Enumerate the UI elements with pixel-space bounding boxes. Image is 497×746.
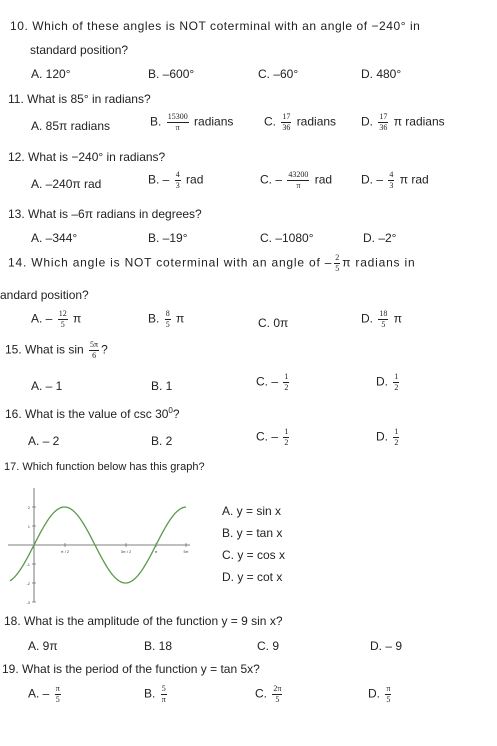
fraction — [272, 684, 282, 705]
fraction — [281, 112, 291, 133]
option-a: A. 120° — [31, 67, 71, 81]
option-a: A. – 1 — [31, 379, 63, 393]
fraction — [165, 309, 171, 330]
option-a: A. 9π — [28, 639, 58, 653]
option-d: D. y = cot x — [222, 570, 283, 584]
option-b: B. 1 — [151, 379, 173, 393]
function-graph — [4, 486, 194, 604]
fraction — [55, 684, 61, 705]
option-d — [361, 170, 429, 191]
option-a — [28, 684, 63, 705]
fraction-numerator: 1 — [284, 372, 289, 381]
option-b — [150, 112, 233, 133]
option-c: C. 0π — [258, 316, 289, 330]
option-c-label: C. — [264, 114, 276, 129]
question-mark: ? — [172, 407, 180, 421]
option-c — [256, 427, 291, 448]
fraction — [385, 684, 391, 705]
graph-axes — [8, 488, 190, 602]
option-c — [255, 684, 284, 705]
question-11-stem: 11. What is 85° in radians? — [8, 92, 151, 106]
question-14-stem-tail: π radians in — [342, 255, 416, 270]
fraction-denominator: 5 — [381, 320, 386, 329]
question-10-stem-line1: 10. Which of these angles is NOT coterminal with an angle of −240° in — [10, 19, 421, 33]
fraction-denominator: 36 — [282, 123, 291, 132]
fraction — [89, 340, 99, 361]
fraction-denominator: 2 — [284, 438, 289, 447]
option-d — [376, 372, 401, 393]
y-tick-label: -2 — [26, 581, 30, 586]
fraction-numerator: 2π — [273, 684, 282, 693]
option-c-label: C. – — [260, 172, 283, 187]
fraction — [283, 427, 289, 448]
fraction-denominator: π — [296, 181, 301, 190]
option-d-label: D. — [376, 429, 388, 444]
question-15-stem — [5, 340, 108, 361]
fraction-numerator: 5 — [161, 684, 166, 693]
fraction-numerator: 2 — [335, 253, 340, 262]
y-tick-label: -1 — [26, 562, 30, 567]
degree-superscript: 0 — [168, 406, 173, 415]
question-17-stem: 17. Which function below has this graph? — [4, 461, 205, 473]
option-c-unit: rad — [314, 172, 333, 187]
fraction-denominator: π — [161, 695, 166, 704]
option-d: D. 480° — [361, 67, 402, 81]
fraction-numerator: 5π — [90, 340, 99, 349]
fraction-numerator: 1 — [394, 427, 399, 436]
option-c — [264, 112, 336, 133]
question-14-stem-line2: andard position? — [0, 288, 89, 302]
fraction — [283, 372, 289, 393]
question-13-stem: 13. What is –6π radians in degrees? — [8, 207, 202, 221]
question-16-stem — [5, 406, 180, 421]
question-16-stem-text: 16. What is the value of csc 30 — [5, 407, 169, 421]
question-mark: ? — [101, 342, 108, 357]
option-a: A. 85π radians — [31, 119, 110, 133]
fraction-denominator: 2 — [394, 383, 399, 392]
y-tick-label: -3 — [26, 600, 30, 604]
option-b-label: B. — [148, 311, 160, 326]
option-b: B. y = tan x — [222, 526, 283, 540]
question-10-stem-line2: standard position? — [30, 43, 129, 57]
question-18-stem: 18. What is the amplitude of the function y = 9 sin x? — [4, 614, 283, 628]
fraction-numerator: 17 — [282, 112, 291, 121]
y-ticks — [26, 505, 36, 604]
option-a — [31, 309, 81, 330]
option-b-unit: radians — [194, 114, 234, 129]
option-b-label: B. — [150, 114, 162, 129]
question-12-stem: 12. What is −240° in radians? — [8, 150, 166, 164]
option-a: A. – 2 — [28, 434, 60, 448]
fraction — [167, 112, 189, 133]
fraction — [378, 309, 388, 330]
option-b — [148, 170, 203, 191]
option-c: C. y = cos x — [222, 548, 286, 562]
fraction-numerator: 4 — [389, 170, 394, 179]
option-d-unit: π rad — [399, 172, 429, 187]
option-a-label: A. – — [28, 686, 50, 701]
option-b-label: B. — [144, 686, 156, 701]
fraction-denominator: 5 — [165, 320, 170, 329]
option-d — [368, 684, 393, 705]
fraction-denominator: 3 — [175, 181, 180, 190]
fraction — [388, 170, 394, 191]
y-tick-label: 1 — [27, 524, 30, 529]
question-14-stem-text: 14. Which angle is NOT coterminal with an angle of – — [8, 255, 333, 270]
fraction-denominator: π — [175, 123, 180, 132]
option-b: B. 2 — [151, 434, 173, 448]
option-b-unit: π — [176, 311, 185, 326]
fraction-denominator: 2 — [284, 383, 289, 392]
option-a-label: A. – — [31, 311, 53, 326]
fraction-numerator: 12 — [58, 309, 67, 318]
x-tick-label: π / 2 — [60, 549, 70, 554]
option-d-unit: π radians — [393, 114, 445, 129]
fraction-denominator: 5 — [386, 695, 391, 704]
fraction-denominator: 3 — [389, 181, 394, 190]
option-d-label: D. — [368, 686, 380, 701]
option-a: A. –344° — [31, 231, 78, 245]
option-b-label: B. – — [148, 172, 170, 187]
option-d — [361, 112, 445, 133]
fraction-denominator: 36 — [379, 123, 388, 132]
option-b: B. –600° — [148, 67, 195, 81]
x-tick-label: 3π / 2 — [120, 549, 132, 554]
fraction — [393, 427, 399, 448]
option-b — [148, 309, 184, 330]
option-d-label: D. — [361, 114, 373, 129]
fraction-denominator: 2 — [394, 438, 399, 447]
fraction-denominator: 5 — [275, 695, 280, 704]
fraction-numerator: 8 — [165, 309, 170, 318]
option-c: C. –60° — [258, 67, 299, 81]
fraction-denominator: 5 — [55, 695, 60, 704]
option-a-unit: π — [73, 311, 82, 326]
fraction — [334, 253, 340, 274]
option-d: D. –2° — [363, 231, 397, 245]
option-d: D. – 9 — [370, 639, 403, 653]
option-a: A. –240π rad — [31, 177, 102, 191]
fraction-numerator: 1 — [284, 427, 289, 436]
fraction-numerator: 4 — [175, 170, 180, 179]
option-c — [260, 170, 332, 191]
question-15-stem-text: 15. What is sin — [5, 342, 84, 357]
fraction — [378, 112, 388, 133]
fraction-numerator: π — [386, 684, 391, 693]
option-c-label: C. – — [256, 429, 279, 444]
x-tick-label: π — [154, 549, 158, 554]
option-d-label: D. — [361, 311, 373, 326]
x-tick-label: 5π — [183, 549, 189, 554]
fraction — [287, 170, 309, 191]
fraction — [161, 684, 167, 705]
fraction-numerator: π — [55, 684, 60, 693]
option-b: B. 18 — [144, 639, 173, 653]
fraction-numerator: 18 — [379, 309, 388, 318]
option-a: A. y = sin x — [222, 504, 282, 518]
option-b: B. –19° — [148, 231, 188, 245]
option-c-unit: radians — [296, 114, 337, 129]
y-tick-label: 2 — [27, 505, 30, 510]
option-d — [361, 309, 402, 330]
fraction-denominator: 5 — [335, 264, 340, 273]
option-b — [144, 684, 169, 705]
question-19-stem: 19. What is the period of the function y = tan 5x? — [2, 662, 260, 676]
option-c: C. –1080° — [260, 231, 314, 245]
fraction-numerator: 1 — [394, 372, 399, 381]
option-c-label: C. — [255, 686, 267, 701]
option-d-label: D. – — [361, 172, 384, 187]
option-b-unit: rad — [186, 172, 204, 187]
question-14-stem-line1 — [8, 253, 415, 274]
option-c — [256, 372, 291, 393]
fraction — [393, 372, 399, 393]
option-c-label: C. – — [256, 374, 279, 389]
option-d-unit: π — [393, 311, 402, 326]
fraction-denominator: 6 — [92, 351, 97, 360]
fraction-numerator: 43200 — [288, 170, 309, 179]
fraction — [58, 309, 68, 330]
fraction-denominator: 5 — [60, 320, 65, 329]
fraction-numerator: 17 — [379, 112, 388, 121]
option-d-label: D. — [376, 374, 388, 389]
option-d — [376, 427, 401, 448]
fraction-numerator: 15300 — [167, 112, 188, 121]
fraction — [175, 170, 181, 191]
option-c: C. 9 — [257, 639, 280, 653]
